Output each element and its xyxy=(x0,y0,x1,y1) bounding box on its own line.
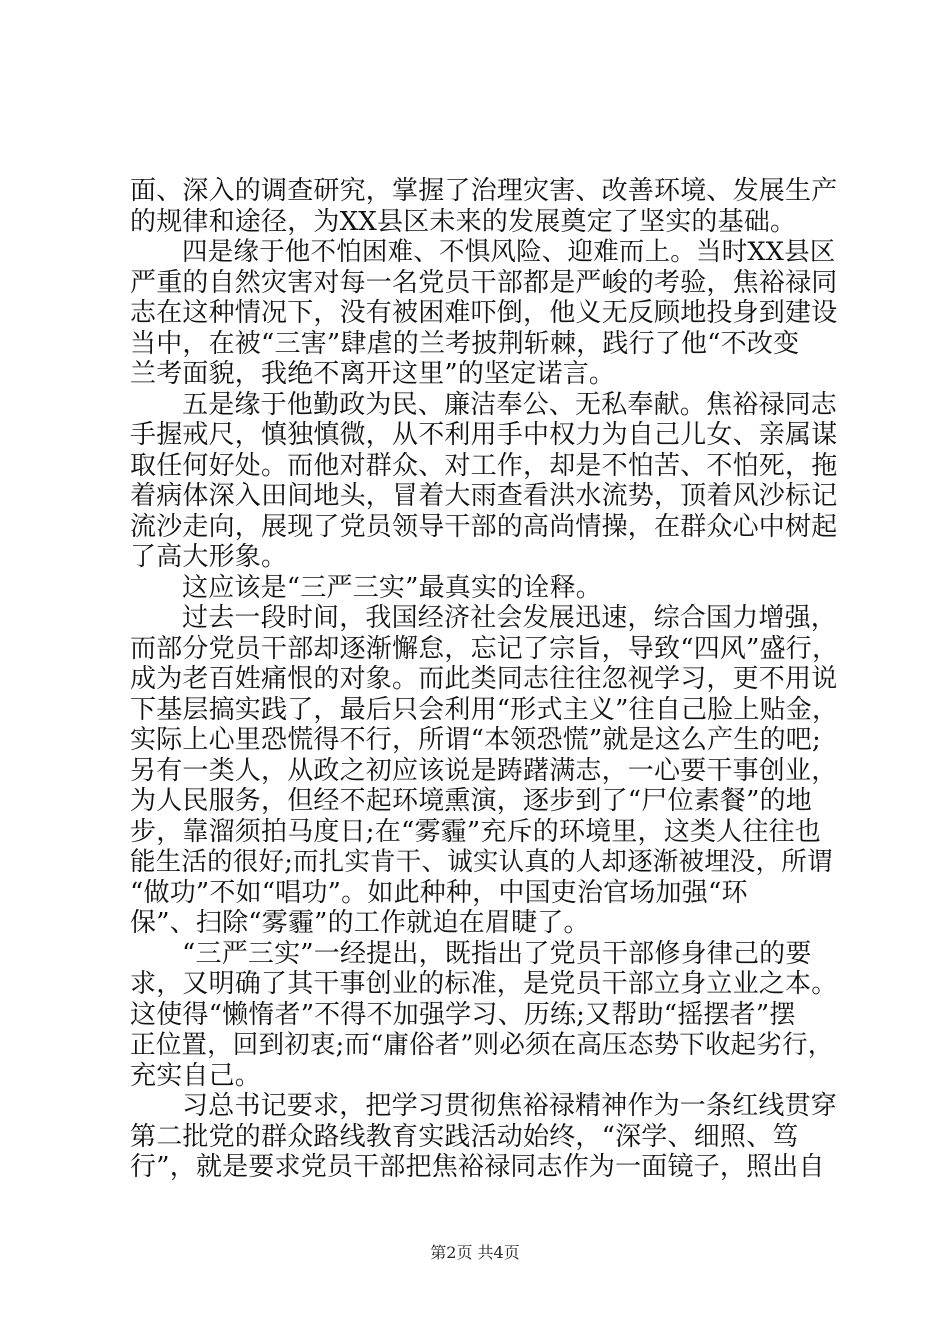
paragraph-first-line: 过去一段时间，我国经济社会发展迅速，综合国力增强， xyxy=(182,603,838,633)
text-line: 当中，在被“三害”肆虐的兰考披荆斩棘，践行了他“不改变 xyxy=(130,328,800,359)
text-line: 流沙走向，展现了党员领导干部的高尚情操，在群众心中树起 xyxy=(130,511,838,542)
text-line: 充实自己。 xyxy=(130,1060,262,1091)
text-line: 面、深入的调查研究，掌握了治理灾害、改善环境、发展生产 xyxy=(130,176,838,206)
text-line: 正位置，回到初衷;而“庸俗者”则必须在高压态势下收起劣行， xyxy=(130,1030,834,1060)
text-line: 手握戒尺，慎独慎微，从不利用手中权力为自己儿女、亲属谋 xyxy=(130,420,838,450)
text-line: 了高大形象。 xyxy=(130,542,288,572)
text-line: 第二批党的群众路线教育实践活动始终，“深学、细照、笃 xyxy=(130,1121,799,1152)
paragraph-first-line: 习总书记要求，把学习贯彻焦裕禄精神作为一条红线贯穿 xyxy=(182,1091,838,1121)
text-line: 能生活的很好;而扎实肯干、诚实认真的人却逐渐被埋没，所谓 xyxy=(130,847,833,877)
paragraph-first-line: “三严三实”一经提出，既指出了党员干部修身律己的要 xyxy=(182,938,812,969)
text-line: 兰考面貌，我绝不离开这里”的坚定诺言。 xyxy=(130,359,616,389)
paragraph-first-line: 四是缘于他不怕困难、不惧风险、迎难而上。当时XX县区 xyxy=(182,237,836,267)
text-line: 实际上心里恐慌得不行，所谓“本领恐慌”就是这么产生的吧; xyxy=(130,725,821,755)
text-line: 另有一类人，从政之初应该说是踌躇满志，一心要干事创业， xyxy=(130,755,838,786)
paragraph-first-line: 五是缘于他勤政为民、廉洁奉公、无私奉献。焦裕禄同志 xyxy=(182,389,838,420)
text-line: 下基层搞实践了，最后只会利用“形式主义”往自己脸上贴金， xyxy=(130,694,839,725)
text-line: 这使得“懒惰者”不得不加强学习、历练;又帮助“摇摆者”摆 xyxy=(130,999,796,1030)
text-line: 求，又明确了其干事创业的标准，是党员干部立身立业之本。 xyxy=(130,969,838,999)
text-line: 保”、扫除“雾霾”的工作就迫在眉睫了。 xyxy=(130,908,590,938)
text-line: 为人民服务，但经不起环境熏演，逐步到了“尸位素餐”的地 xyxy=(130,786,812,816)
text-line: 取任何好处。而他对群众、对工作，却是不怕苦、不怕死，拖 xyxy=(130,450,838,481)
text-line: 的规律和途径，为XX县区未来的发展奠定了坚实的基础。 xyxy=(130,206,797,237)
page-number-footer: 第2页 共4页 xyxy=(430,1243,520,1262)
text-line: “做功”不如“唱功”。如此种种，中国吏治官场加强“环 xyxy=(130,877,748,908)
text-line: 严重的自然灾害对每一名党员干部都是严峻的考验，焦裕禄同 xyxy=(130,267,838,298)
document-body xyxy=(130,176,842,1183)
text-line: 而部分党员干部却逐渐懈怠，忘记了宗旨，导致“四风”盛行， xyxy=(130,633,839,664)
text-line: 行”，就是要求党员干部把焦裕禄同志作为一面镜子，照出自 xyxy=(130,1152,825,1182)
paragraph-first-line: 这应该是“三严三实”最真实的诠释。 xyxy=(182,572,602,603)
text-line: 志在这种情况下，没有被困难吓倒，他义无反顾地投身到建设 xyxy=(130,298,838,328)
text-line: 着病体深入田间地头，冒着大雨查看洪水流势，顶着风沙标记 xyxy=(130,481,838,511)
text-line: 成为老百姓痛恨的对象。而此类同志往往忽视学习，更不用说 xyxy=(130,664,838,694)
text-line: 步，靠溜须拍马度日;在“雾霾”充斥的环境里，这类人往往也 xyxy=(130,816,821,847)
